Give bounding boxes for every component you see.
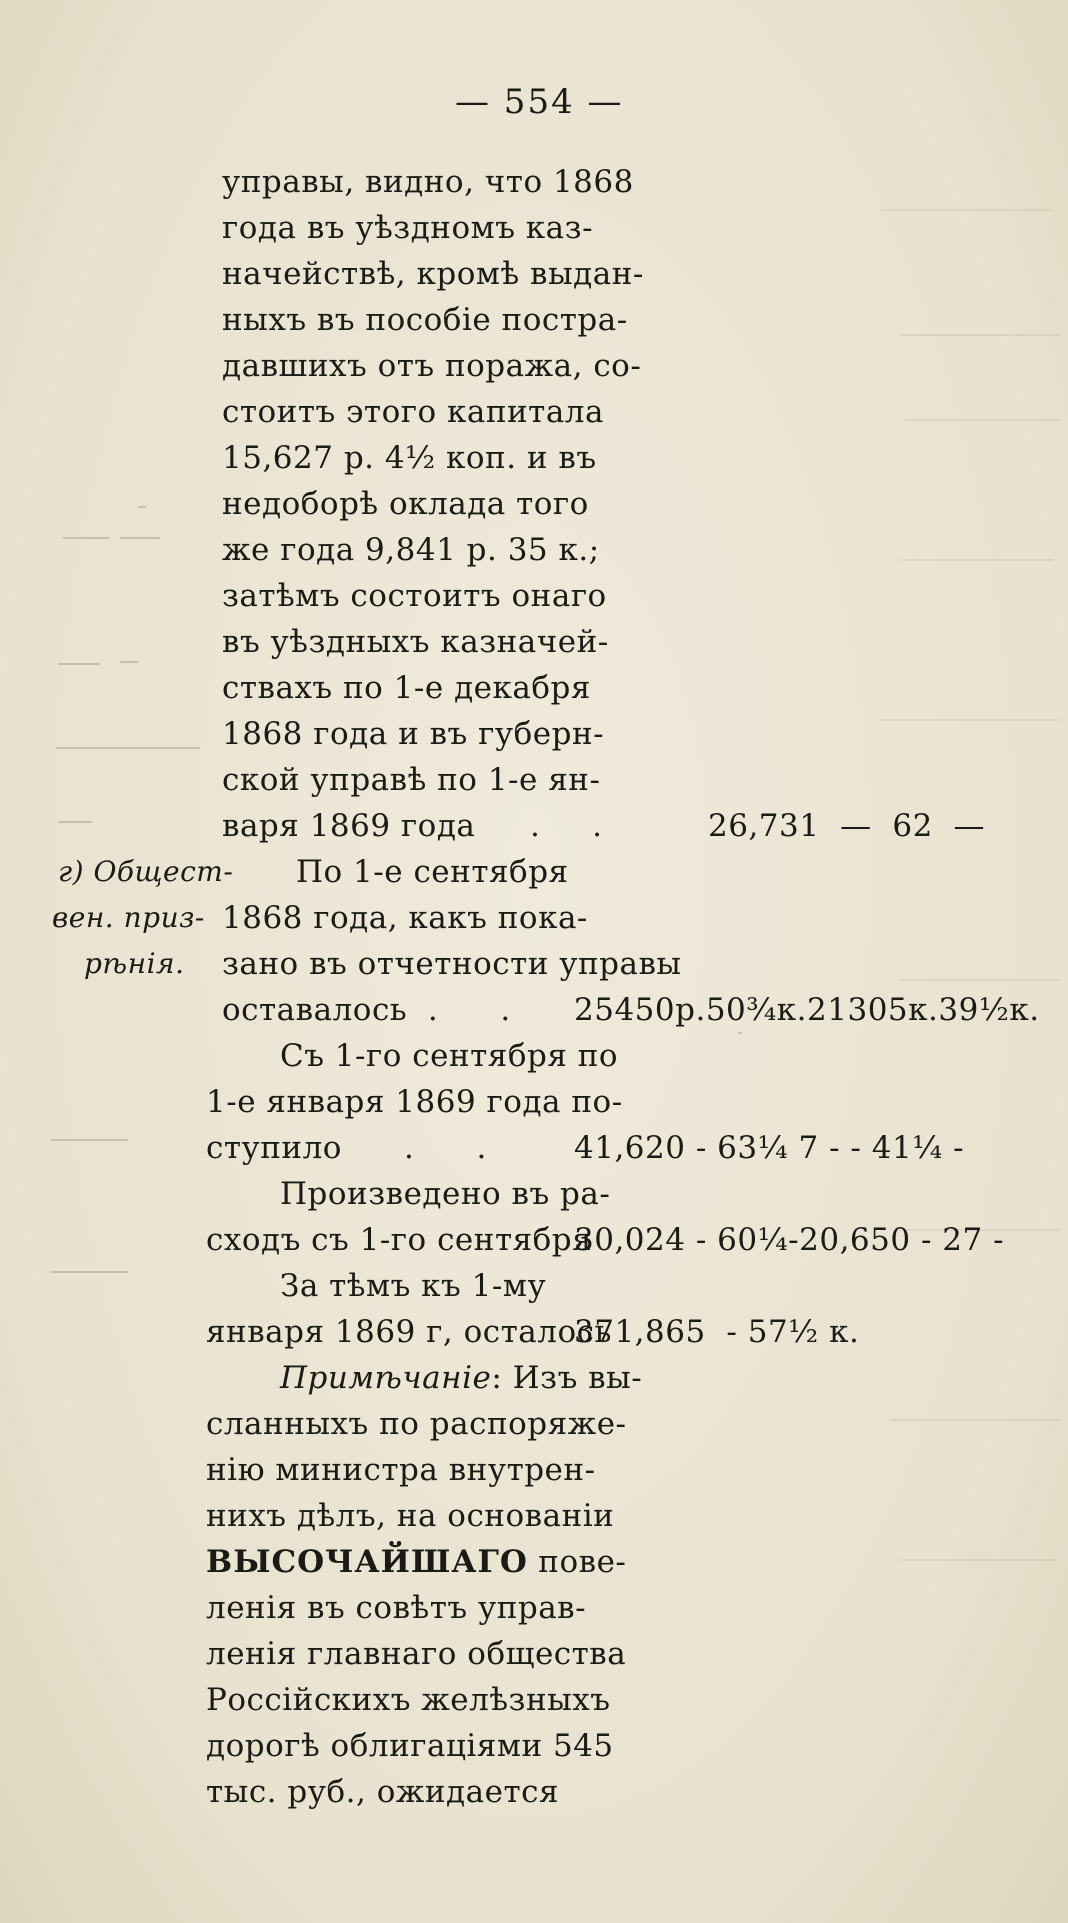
margin-label: вен. приз- <box>52 901 205 934</box>
note-bold-line <box>206 1542 626 1582</box>
text-line: сланныхъ по распоряже- <box>206 1406 627 1442</box>
text-line: управы, видно, что 1868 <box>222 164 634 200</box>
text-line: ленія главнаго общества <box>206 1636 627 1672</box>
text-line: дорогѣ облигаціями 545 <box>206 1728 614 1764</box>
leader-dots: . . <box>530 808 603 844</box>
text-line: начействѣ, кромѣ выдан- <box>222 256 644 292</box>
text-line: недоборѣ оклада того <box>222 486 589 522</box>
text-line: По 1-е сентября <box>296 854 569 890</box>
amount: 30,024 - 60¼-20,650 - 27 - <box>574 1222 1005 1258</box>
text-line: Произведено въ ра- <box>280 1176 611 1212</box>
text-line: давшихъ отъ поража, со- <box>222 348 642 384</box>
text-line: 15,627 р. 4½ коп. и въ <box>222 440 597 476</box>
text-line: Россійскихъ желѣзныхъ <box>206 1682 611 1718</box>
text-line: За тѣмъ къ 1-му <box>280 1268 547 1304</box>
text-line: 1-е января 1869 года по- <box>206 1084 623 1120</box>
text-line: года въ уѣздномъ каз- <box>222 210 594 246</box>
text-line: же года 9,841 р. 35 к.; <box>222 532 600 568</box>
text-line: нію министра внутрен- <box>206 1452 596 1488</box>
amount: 371,865 - 57½ к. <box>574 1314 860 1350</box>
page-header: — 554 — <box>455 82 624 122</box>
text-line: ленія въ совѣтъ управ- <box>206 1590 587 1626</box>
emphasis-word: ВЫСОЧАЙШАГО <box>206 1544 528 1580</box>
text-line: ступило . . <box>206 1130 487 1166</box>
note-first-line <box>280 1358 642 1398</box>
margin-label: г) Общест- <box>58 855 234 888</box>
amount: 25450р.50¾к.21305к.39½к. <box>574 992 1040 1028</box>
total-amount: 26,731 — 62 — <box>708 808 986 844</box>
amount: 41,620 - 63¼ 7 - - 41¼ - <box>574 1130 965 1166</box>
text-line: 1868 года и въ губерн- <box>222 716 605 752</box>
text-line: ской управѣ по 1-е ян- <box>222 762 601 798</box>
text-line: Съ 1-го сентября по <box>280 1038 619 1074</box>
note-text: : Изъ вы- <box>491 1360 643 1396</box>
text-line: нихъ дѣлъ, на основаніи <box>206 1498 615 1534</box>
text-line: ныхъ въ пособіе постра- <box>222 302 628 338</box>
note-text: пове- <box>527 1544 627 1580</box>
text-line: оставалось . . <box>222 992 511 1028</box>
text-line: тыс. руб., ожидается <box>206 1774 560 1810</box>
margin-label: рѣнія. <box>84 947 185 980</box>
text-line: января 1869 г, осталось <box>206 1314 612 1350</box>
text-line: въ уѣздныхъ казначей- <box>222 624 609 660</box>
text-line: зано въ отчетности управы <box>222 946 682 982</box>
text-line: варя 1869 года <box>222 808 476 844</box>
text-line: 1868 года, какъ пока- <box>222 900 588 936</box>
text-line: ствахъ по 1-е декабря <box>222 670 591 706</box>
text-line: затѣмъ состоитъ онаго <box>222 578 607 614</box>
note-label: Примѣчаніе <box>280 1360 492 1396</box>
text-line: стоитъ этого капитала <box>222 394 604 430</box>
text-line: сходъ съ 1-го сентября <box>206 1222 593 1258</box>
